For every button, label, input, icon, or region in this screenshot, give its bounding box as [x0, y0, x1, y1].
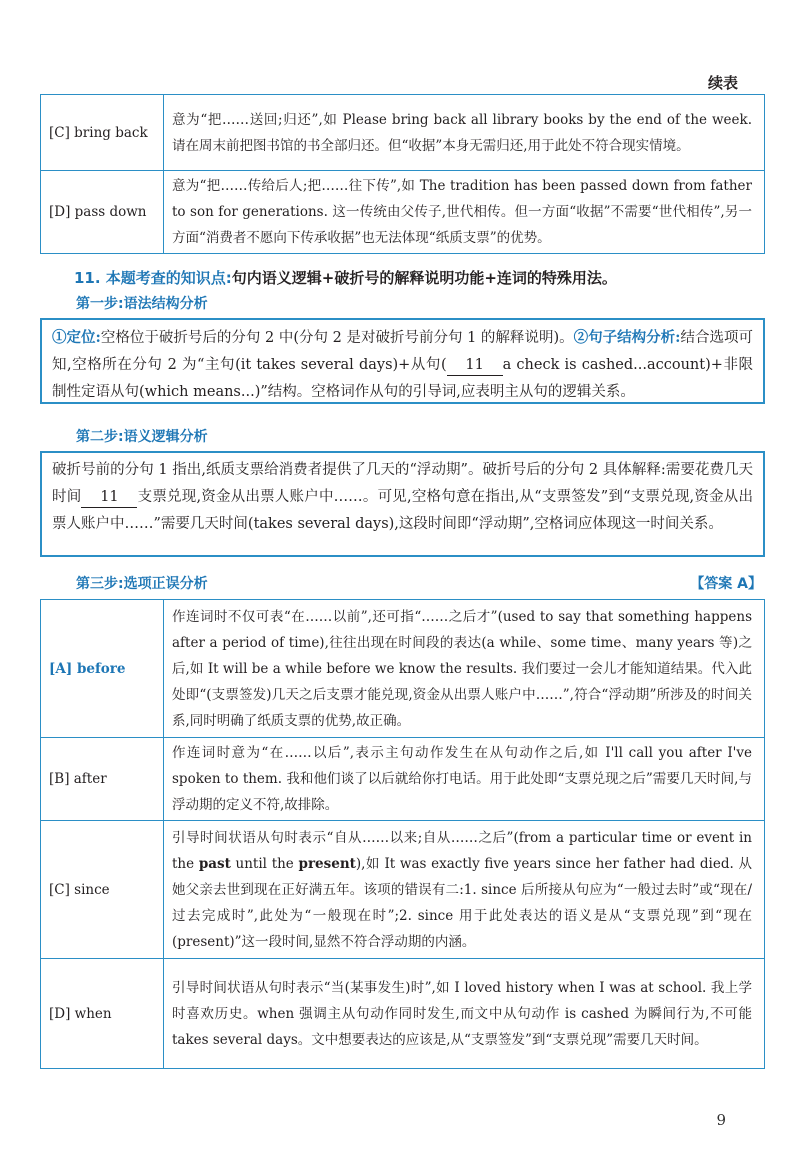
step2-text-1: 破折号前的分句 1 指出,纸质支票给消费者提供了几天的“浮动期”。破折号后的分句 2 具体解释:需要花费几天时间 — [52, 462, 753, 505]
option-explanation — [164, 821, 765, 959]
step1-text-a: 空格位于破折号后的分句 2 中(分句 2 是对破折号前分句 1 的解释说明)。 — [100, 330, 574, 346]
option-explanation: 作连词时不仅可表“在……以前”,还可指“……之后才”(used to say that something happens after a period of time),往往出现在时间段的表达(a while、some time、many years 等)之后,如 It will be a while before we know the results. 我们要过一会儿才能知道结果。代入此处即“(支票签发)几天之后支票才能兑现,资金从出票人账户中……”,符合“浮动期”所涉及的时间关系,同时明确了纸质支票的优势,故正确。 — [164, 600, 765, 738]
step2-text-2: 支票兑现,资金从出票人账户中……。可见,空格句意在指出,从“支票签发”到“支票兑现,资金从出票人账户中……”需要几天时间(takes several days),这段时间即“浮动期”,空格词应体现这一时间关系。 — [52, 489, 754, 532]
option-explanation: 意为“把……送回;归还”,如 Please bring back all library books by the end of the week. 请在周末前把图书馆的书全部归还。但“收据”本身无需归还,用于此处不符合现实情境。 — [164, 95, 765, 171]
since-bold-present: present — [298, 855, 356, 872]
question-topic: 句内语义逻辑+破折号的解释说明功能+连词的特殊用法。 — [231, 269, 617, 287]
since-text-1: 引导时间状语从句时表示“自从……以来;自从……之后”(from a particular time or event in the — [172, 829, 752, 872]
option-explanation: 意为“把……传给后人;把……往下传”,如 The tradition has been passed down from father to son for generations. 这一传统由父传子,世代相传。但一方面“收据”不需要“世代相传”,另一方面“消费者不愿向下传承收据”也无法体现“纸质支票”的优势。 — [164, 171, 765, 254]
table-row — [41, 821, 765, 959]
option-label: [B] after — [41, 738, 164, 821]
step1-text-b2: a check is cashed...account)+非限制性定语从句(which means...)”结构。空格词作从句的引导词,应表明主从句的逻辑关系。 — [52, 357, 753, 400]
page-number: 9 — [716, 1111, 726, 1129]
blank-11: 11 — [447, 355, 503, 376]
step1-title: 第一步:语法结构分析 — [76, 296, 208, 312]
table-row — [41, 95, 765, 171]
since-text-3: ),如 It was exactly five years since her father had died. 从她父亲去世到现在正好满五年。该项的错误有二:1. since 后所接从句应为“一般过去时”或“现在/过去完成时”,此处为“一般现在时”;2. since 用于此处表达的语义是从“支票兑现”到“现在(present)”这一段时间,显然不符合浮动期的内涵。 — [172, 855, 752, 950]
table-row — [41, 738, 765, 821]
question-heading — [74, 267, 617, 288]
continued-option-table — [40, 94, 765, 254]
option-label: [C] bring back — [41, 95, 164, 171]
step1-label-b: ②句子结构分析: — [573, 329, 681, 346]
answer-badge: 【答案 A】 — [690, 576, 762, 592]
option-label: [D] when — [41, 959, 164, 1069]
step3-title: 第三步:选项正误分析 — [76, 576, 208, 592]
option-label: [D] pass down — [41, 171, 164, 254]
continued-label: 续表 — [707, 74, 738, 92]
option-explanation: 作连词时意为“在……以后”,表示主句动作发生在从句动作之后,如 I'll call you after I've spoken to them. 我和他们谈了以后就给你打电话。用于此处即“支票兑现之后”需要几天时间,与浮动期的定义不符,故排除。 — [164, 738, 765, 821]
step2-title: 第二步:语义逻辑分析 — [76, 429, 208, 445]
option-label: [C] since — [41, 821, 164, 959]
step2-box — [40, 451, 765, 557]
step1-label-a: ①定位: — [52, 329, 101, 346]
option-label-correct: [A] before — [41, 600, 164, 738]
since-bold-past: past — [198, 855, 231, 872]
option-analysis-table — [40, 599, 765, 1069]
table-row — [41, 959, 765, 1069]
table-row — [41, 600, 765, 738]
since-text-2: until the — [230, 855, 299, 872]
question-number: 11. 本题考查的知识点: — [74, 269, 232, 287]
step1-text-b1: 结合选项可知,空格所在分句 2 为“主句(it takes several days)+从句( — [52, 330, 753, 373]
blank-11: 11 — [81, 487, 137, 508]
table-row — [41, 171, 765, 254]
option-explanation: 引导时间状语从句时表示“当(某事发生)时”,如 I loved history when I was at school. 我上学时喜欢历史。when 强调主从句动作同时发生,而文中从句动作 is cashed 为瞬间行为,不可能 takes several days。文中想要表达的应该是,从“支票签发”到“支票兑现”需要几天时间。 — [164, 959, 765, 1069]
step1-box — [40, 318, 765, 404]
